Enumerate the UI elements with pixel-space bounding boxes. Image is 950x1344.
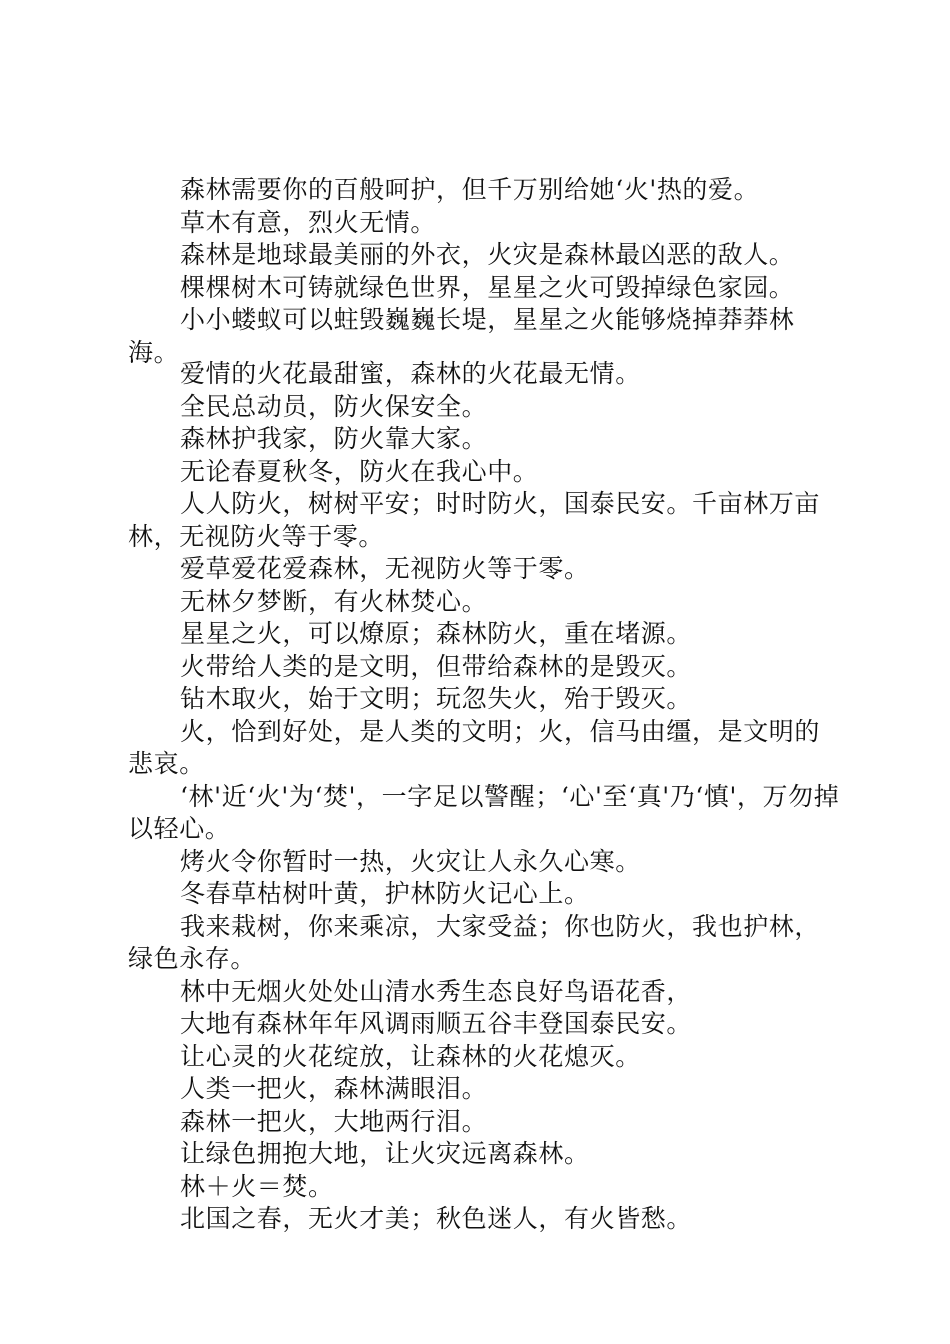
slogan-line: 北国之春，无火才美；秋色迷人，有火皆愁。 <box>180 1204 693 1233</box>
slogan-line: 爱草爱花爱森林，无视防火等于零。 <box>180 554 590 583</box>
slogan-line: 草木有意，烈火无情。 <box>180 207 437 237</box>
slogan-line: 让心灵的火花绽放，让森林的火花熄灭。 <box>180 1041 641 1071</box>
slogan-line: 烤火令你暂时一热，火灾让人永久心寒。 <box>180 846 641 876</box>
slogan-line: 森林一把火，大地两行泪。 <box>180 1106 488 1136</box>
slogan-line: 钻木取火，始于文明；玩忽失火，殆于毁灭。 <box>180 684 693 713</box>
slogan-line: 人人防火，树树平安；时时防火，国泰民安。千亩林万亩林，无视防火等于零。 <box>128 489 821 551</box>
slogan-line: 人类一把火，森林满眼泪。 <box>180 1074 488 1103</box>
slogan-line: 森林护我家，防火靠大家。 <box>180 424 488 453</box>
slogan-line: 森林是地球最美丽的外衣，火灾是森林最凶恶的敌人。 <box>180 240 795 269</box>
slogan-line: 森林需要你的百般呵护，但千万别给她‘火'热的爱。 <box>180 175 760 204</box>
slogan-line: 大地有森林年年风调雨顺五谷丰登国泰民安。 <box>180 1009 693 1038</box>
slogan-block-1 <box>128 174 840 369</box>
slogan-line: 无论春夏秋冬，防火在我心中。 <box>180 456 539 486</box>
slogan-line: 火带给人类的是文明，但带给森林的是毁灭。 <box>180 651 693 681</box>
slogan-line: 全民总动员，防火保安全。 <box>180 391 488 421</box>
slogan-block-2 <box>128 358 840 1236</box>
slogan-line: 小小蝼蚁可以蛀毁巍巍长堤，星星之火能够烧掉莽莽林海。 <box>128 305 795 367</box>
slogan-line: 星星之火，可以燎原；森林防火，重在堵源。 <box>180 619 693 648</box>
slogan-line: 棵棵树木可铸就绿色世界，星星之火可毁掉绿色家园。 <box>180 272 795 302</box>
slogan-line: 我来栽树，你来乘凉，大家受益；你也防火，我也护林，绿色永存。 <box>128 911 821 973</box>
slogan-line: ‘林'近‘火'为‘焚'，一字足以警醒；‘心'至‘真'乃‘慎'，万勿掉以轻心。 <box>128 781 840 843</box>
slogan-line: 让绿色拥抱大地，让火灾远离森林。 <box>180 1139 590 1168</box>
slogan-line: 无林夕梦断，有火林焚心。 <box>180 586 488 616</box>
slogan-line: 爱情的火花最甜蜜，森林的火花最无情。 <box>180 359 641 388</box>
slogan-line: 火，恰到好处，是人类的文明；火，信马由缰，是文明的悲哀。 <box>128 716 821 778</box>
slogan-line: 林中无烟火处处山清水秀生态良好鸟语花香， <box>180 976 693 1006</box>
slogan-line: 冬春草枯树叶黄，护林防火记心上。 <box>180 879 590 908</box>
slogan-line: 林＋火＝焚。 <box>180 1171 334 1201</box>
